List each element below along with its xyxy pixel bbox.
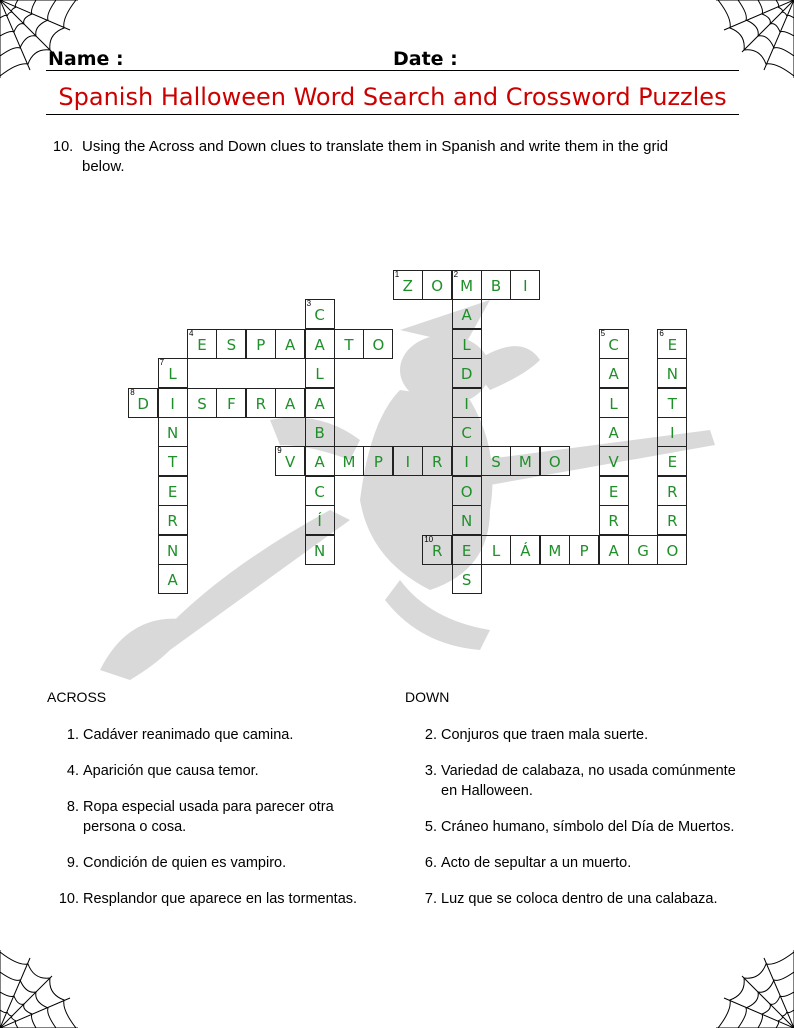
clue-number: 8. <box>66 799 79 815</box>
cell-letter: E <box>667 335 678 354</box>
crossword-cell[interactable] <box>305 417 335 447</box>
crossword-cell[interactable] <box>246 388 276 418</box>
crossword-cell[interactable] <box>657 476 687 506</box>
crossword-cell[interactable] <box>452 299 482 329</box>
cell-letter: L <box>609 394 618 413</box>
cell-letter: I <box>464 453 469 472</box>
down-clue <box>424 817 741 837</box>
cell-letter: I <box>170 394 175 413</box>
cell-letter: F <box>227 394 236 413</box>
cell-letter: A <box>285 335 296 354</box>
crossword-cell[interactable] <box>305 505 335 535</box>
crossword-cell[interactable] <box>599 417 629 447</box>
across-clue <box>58 889 383 909</box>
crossword-cell[interactable] <box>422 535 452 565</box>
down-clue <box>424 761 741 801</box>
cell-letter: P <box>579 541 589 560</box>
cell-number: 2 <box>453 270 459 279</box>
crossword-cell[interactable] <box>187 329 217 359</box>
crossword-cell[interactable] <box>657 388 687 418</box>
cell-letter: O <box>431 277 444 295</box>
cell-letter: N <box>666 365 678 384</box>
down-clue <box>424 725 741 745</box>
name-label: Name : <box>48 48 124 70</box>
crossword-cell[interactable] <box>599 388 629 418</box>
crossword-cell[interactable] <box>657 417 687 447</box>
crossword-cell[interactable] <box>452 564 482 594</box>
crossword-cell[interactable] <box>422 446 452 476</box>
crossword-cell[interactable] <box>452 388 482 418</box>
cell-letter: C <box>314 482 325 501</box>
clue-text: Acto de sepultar a un muerto. <box>441 855 632 871</box>
cell-letter: M <box>460 277 474 295</box>
cell-letter: R <box>608 512 619 531</box>
across-clue <box>66 725 383 745</box>
across-clue-list <box>58 725 383 925</box>
crossword-cell[interactable] <box>305 358 335 388</box>
cell-letter: O <box>372 335 385 354</box>
cell-letter: A <box>167 571 178 589</box>
clue-number: 2. <box>424 727 437 743</box>
crossword-cell[interactable] <box>393 270 423 300</box>
cell-number: 7 <box>159 358 165 368</box>
cell-number: 10 <box>424 534 434 544</box>
cell-letter: T <box>667 394 677 413</box>
crossword-cell[interactable] <box>481 270 511 300</box>
cell-letter: E <box>197 335 207 354</box>
crossword-cell[interactable] <box>158 564 188 594</box>
cell-number: 6 <box>659 328 664 338</box>
crossword-cell[interactable] <box>452 535 482 565</box>
crossword-cell[interactable] <box>305 329 335 359</box>
clue-text: Aparición que causa temor. <box>83 763 259 779</box>
clue-text: Ropa especial usada para parecer otra persona o cosa. <box>83 799 334 835</box>
cell-letter: S <box>491 453 501 472</box>
crossword-cell[interactable] <box>599 535 629 565</box>
cell-number: 3 <box>306 299 312 309</box>
cell-letter: N <box>460 512 473 531</box>
crossword-cell[interactable] <box>393 446 423 476</box>
cell-letter: D <box>137 394 149 413</box>
across-heading: ACROSS <box>47 689 107 705</box>
clue-text: Cadáver reanimado que camina. <box>83 727 294 743</box>
cell-letter: L <box>315 365 324 384</box>
cell-letter: O <box>548 453 561 472</box>
crossword-cell[interactable] <box>334 329 364 359</box>
cell-letter: M <box>342 453 356 472</box>
cell-letter: A <box>608 424 619 442</box>
crossword-cell[interactable] <box>275 388 305 418</box>
cell-number: 5 <box>600 328 606 338</box>
cell-letter: I <box>670 424 675 442</box>
crossword-cell[interactable] <box>540 446 570 476</box>
crossword-cell[interactable] <box>510 535 540 565</box>
clue-text: Luz que se coloca dentro de una calabaza. <box>441 891 718 907</box>
cell-letter: R <box>667 482 678 501</box>
crossword-cell[interactable] <box>452 329 482 359</box>
cell-letter: B <box>490 277 502 295</box>
crossword-cell[interactable] <box>187 388 217 418</box>
cell-letter: E <box>167 482 178 501</box>
cell-letter: N <box>166 541 179 560</box>
across-clue <box>66 761 383 781</box>
cell-letter: O <box>460 482 473 501</box>
down-clue <box>424 853 741 873</box>
cell-letter: M <box>518 453 532 472</box>
date-label: Date : <box>393 48 458 70</box>
crossword-cell[interactable] <box>422 270 452 300</box>
cell-letter: P <box>373 453 383 472</box>
cell-letter: I <box>523 277 528 295</box>
crossword-cell[interactable] <box>657 358 687 388</box>
crossword-cell[interactable] <box>216 388 246 418</box>
crossword-cell[interactable] <box>334 446 364 476</box>
cell-letter: M <box>548 541 562 560</box>
cell-letter: E <box>608 482 619 501</box>
crossword-cell[interactable] <box>305 535 335 565</box>
crossword-cell[interactable] <box>452 417 482 447</box>
cell-letter: N <box>166 424 179 442</box>
down-clue-list <box>424 725 741 925</box>
cell-letter: Z <box>402 277 413 295</box>
cell-number: 8 <box>130 387 135 397</box>
cell-letter: E <box>667 453 678 472</box>
cell-letter: R <box>667 512 678 531</box>
clue-text: Resplandor que aparece en las tormentas. <box>83 891 358 907</box>
crossword-cell[interactable] <box>481 446 511 476</box>
clue-number: 9. <box>66 855 79 871</box>
crossword-cell[interactable] <box>452 270 482 300</box>
crossword-cell[interactable] <box>158 505 188 535</box>
clue-text: Conjuros que traen mala suerte. <box>441 727 649 743</box>
cell-letter: S <box>197 394 207 413</box>
cell-letter: O <box>666 541 679 560</box>
crossword-cell[interactable] <box>363 329 393 359</box>
page-title: Spanish Halloween Word Search and Crossword Puzzles <box>58 83 727 111</box>
crossword-cell[interactable] <box>510 270 540 300</box>
cell-letter: B <box>314 424 325 442</box>
crossword-cell[interactable] <box>158 358 188 388</box>
crossword-cell[interactable] <box>599 505 629 535</box>
crossword-cell[interactable] <box>657 446 687 476</box>
crossword-cell[interactable] <box>128 388 158 418</box>
cell-letter: C <box>608 335 619 354</box>
cell-number: 1 <box>394 270 400 279</box>
clue-number: 4. <box>66 763 79 779</box>
instruction-number: 10. <box>53 139 74 155</box>
cell-letter: Í <box>317 512 322 531</box>
crossword-cell[interactable] <box>657 329 687 359</box>
cell-letter: R <box>431 453 443 472</box>
clue-number: 6. <box>424 855 437 871</box>
crossword-cell[interactable] <box>246 329 276 359</box>
across-clue <box>66 853 383 873</box>
cell-letter: L <box>462 335 471 354</box>
cell-letter: G <box>637 541 649 560</box>
clue-text: Cráneo humano, símbolo del Día de Muertos. <box>441 819 735 835</box>
cell-letter: R <box>167 512 178 531</box>
clue-number: 5. <box>424 819 437 835</box>
crossword-cell[interactable] <box>216 329 246 359</box>
crossword-cell[interactable] <box>452 505 482 535</box>
across-clue <box>66 797 383 837</box>
cell-letter: L <box>491 541 501 560</box>
crossword-cell[interactable] <box>452 358 482 388</box>
cell-letter: N <box>313 541 326 560</box>
crossword-cell[interactable] <box>452 446 482 476</box>
clue-text: Variedad de calabaza, no usada comúnmente en Halloween. <box>441 763 736 799</box>
cell-letter: I <box>464 394 469 413</box>
crossword-cell[interactable] <box>363 446 393 476</box>
cell-letter: A <box>285 394 296 413</box>
clue-text: Condición de quien es vampiro. <box>83 855 287 871</box>
cell-letter: A <box>314 453 325 472</box>
crossword-cell[interactable] <box>569 535 599 565</box>
cell-letter: A <box>314 335 325 354</box>
down-clue <box>424 889 741 909</box>
cell-letter: S <box>226 335 237 354</box>
instruction-text: Using the Across and Down clues to translate them in Spanish and write them in the grid below. <box>82 138 669 175</box>
cell-letter: A <box>314 394 325 413</box>
crossword-cell[interactable] <box>305 476 335 506</box>
cell-letter: P <box>256 335 266 354</box>
crossword-cell[interactable] <box>599 476 629 506</box>
down-heading: DOWN <box>405 689 450 705</box>
crossword-cell[interactable] <box>305 299 335 329</box>
cell-letter: C <box>461 424 472 442</box>
cell-letter: T <box>344 335 354 354</box>
clue-number: 7. <box>424 891 437 907</box>
cell-letter: L <box>168 365 177 384</box>
cell-letter: A <box>461 306 472 325</box>
crossword-cell[interactable] <box>481 535 511 565</box>
crossword-cell[interactable] <box>599 329 629 359</box>
crossword-cell[interactable] <box>275 446 305 476</box>
cell-letter: C <box>314 306 325 325</box>
cell-letter: I <box>405 453 411 472</box>
crossword-cell[interactable] <box>540 535 570 565</box>
cell-number: 9 <box>277 446 282 456</box>
cell-letter: A <box>608 541 619 560</box>
clue-number: 1. <box>66 727 79 743</box>
crossword-cell[interactable] <box>657 535 687 565</box>
crossword-cell[interactable] <box>305 388 335 418</box>
cell-letter: R <box>255 394 267 413</box>
cell-letter: T <box>168 453 178 472</box>
cell-letter: Á <box>520 541 531 560</box>
crossword-cell[interactable] <box>158 476 188 506</box>
cell-letter: E <box>461 541 472 560</box>
crossword-cell[interactable] <box>158 535 188 565</box>
cell-letter: V <box>285 453 296 472</box>
crossword-cell[interactable] <box>275 329 305 359</box>
crossword-cell[interactable] <box>158 417 188 447</box>
crossword-cell[interactable] <box>657 505 687 535</box>
cell-letter: V <box>608 453 619 472</box>
crossword-cell[interactable] <box>599 358 629 388</box>
crossword-cell[interactable] <box>158 388 188 418</box>
cell-number: 4 <box>189 328 194 338</box>
crossword-cell[interactable] <box>158 446 188 476</box>
crossword-cell[interactable] <box>599 446 629 476</box>
crossword-cell[interactable] <box>305 446 335 476</box>
clue-number: 3. <box>424 763 437 779</box>
crossword-cell[interactable] <box>510 446 540 476</box>
clue-number: 10. <box>58 891 79 907</box>
crossword-cell[interactable] <box>628 535 658 565</box>
cell-letter: R <box>431 541 443 560</box>
crossword-cell[interactable] <box>452 476 482 506</box>
cell-letter: D <box>460 365 473 384</box>
cell-letter: A <box>608 365 619 384</box>
cell-letter: S <box>461 571 472 589</box>
